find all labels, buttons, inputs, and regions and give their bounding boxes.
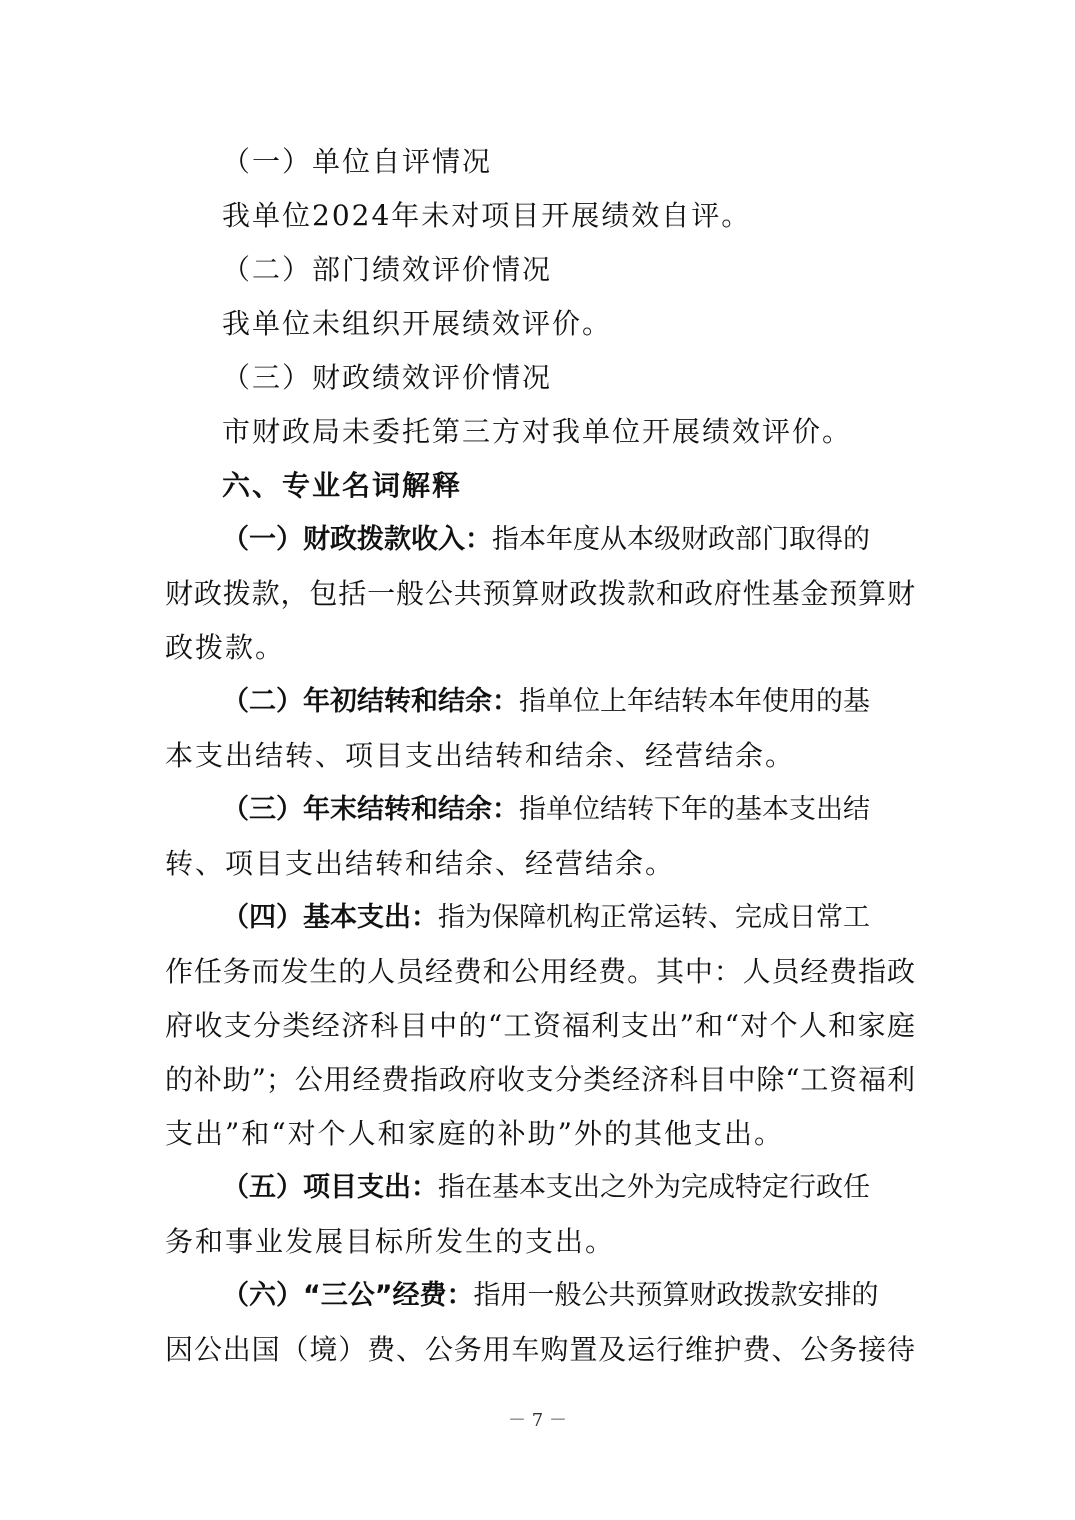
heading-terms: 六、专业名词解释 bbox=[222, 469, 463, 502]
term-4-line-4: 的补助”；公用经费指政府收支分类经济科目中除“工资福利 bbox=[165, 1063, 915, 1096]
paragraph-self-evaluation: 我单位2024年未对项目开展绩效自评。 bbox=[222, 199, 752, 232]
term-3-label: （三）年末结转和结余： bbox=[222, 794, 519, 825]
term-2-definition-start: 指单位上年结转本年使用的基 bbox=[519, 686, 870, 717]
term-5-definition-start: 指在基本支出之外为完成特定行政任 bbox=[438, 1172, 870, 1203]
term-3-line-1 bbox=[222, 792, 915, 828]
term-4-line-2: 作任务而发生的人员经费和公用经费。其中：人员经费指政 bbox=[165, 955, 915, 988]
term-6-definition-start: 指用一般公共预算财政拨款安排的 bbox=[473, 1280, 879, 1311]
term-5-line-1 bbox=[222, 1170, 915, 1206]
page-number: － 7 － bbox=[508, 1410, 567, 1431]
section-title-department-evaluation: （二）部门绩效评价情况 bbox=[222, 253, 553, 286]
term-4-line-1 bbox=[222, 900, 915, 936]
term-1-line-1 bbox=[222, 522, 915, 558]
term-1-definition-start: 指本年度从本级财政部门取得的 bbox=[492, 524, 870, 555]
term-1-line-2: 财政拨款，包括一般公共预算财政拨款和政府性基金预算财 bbox=[165, 577, 915, 610]
term-4-label: （四）基本支出： bbox=[222, 902, 438, 933]
term-6-line-2: 因公出国（境）费、公务用车购置及运行维护费、公务接待 bbox=[165, 1333, 915, 1366]
term-4-line-3: 府收支分类经济科目中的“工资福利支出”和“对个人和家庭 bbox=[165, 1009, 915, 1042]
term-1-line-3: 政拨款。 bbox=[165, 631, 286, 664]
term-2-line-2: 本支出结转、项目支出结转和结余、经营结余。 bbox=[165, 739, 796, 772]
term-2-line-1 bbox=[222, 684, 915, 720]
section-title-self-evaluation: （一）单位自评情况 bbox=[222, 145, 493, 178]
term-6-line-1 bbox=[222, 1278, 915, 1314]
term-6-label: （六）“三公”经费： bbox=[222, 1280, 474, 1311]
section-title-finance-evaluation: （三）财政绩效评价情况 bbox=[222, 361, 553, 394]
term-4-line-5: 支出”和“对个人和家庭的补助”外的其他支出。 bbox=[165, 1117, 784, 1150]
term-5-line-2: 务和事业发展目标所发生的支出。 bbox=[165, 1225, 616, 1258]
term-3-definition-start: 指单位结转下年的基本支出结 bbox=[519, 794, 870, 825]
term-2-label: （二）年初结转和结余： bbox=[222, 686, 519, 717]
term-1-label: （一）财政拨款收入： bbox=[222, 524, 492, 555]
paragraph-department-evaluation: 我单位未组织开展绩效评价。 bbox=[222, 307, 613, 340]
term-4-definition-start: 指为保障机构正常运转、完成日常工 bbox=[438, 902, 870, 933]
term-3-line-2: 转、项目支出结转和结余、经营结余。 bbox=[165, 847, 676, 880]
term-5-label: （五）项目支出： bbox=[222, 1172, 438, 1203]
paragraph-finance-evaluation: 市财政局未委托第三方对我单位开展绩效评价。 bbox=[222, 415, 853, 448]
